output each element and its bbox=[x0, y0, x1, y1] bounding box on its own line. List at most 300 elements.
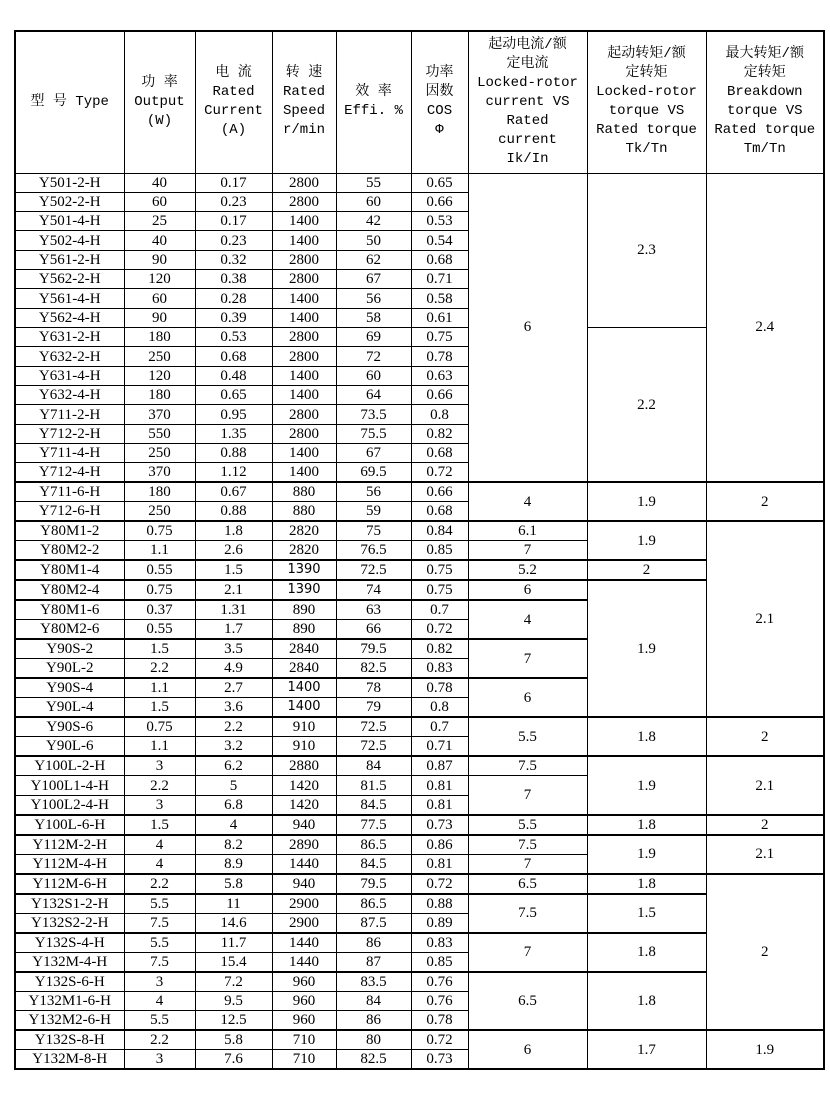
ik-in-cell: 5.5 bbox=[468, 717, 587, 756]
output-cell: 90 bbox=[124, 250, 195, 269]
cos-cell: 0.81 bbox=[411, 854, 468, 874]
speed-cell: 1400 bbox=[272, 444, 336, 463]
cos-cell: 0.68 bbox=[411, 444, 468, 463]
speed-cell: 2840 bbox=[272, 639, 336, 659]
type-cell: Y80M1-2 bbox=[15, 521, 124, 541]
tm-tn-cell: 2.1 bbox=[706, 521, 824, 717]
current-cell: 5.8 bbox=[195, 1030, 272, 1050]
output-cell: 0.75 bbox=[124, 521, 195, 541]
effi-cell: 58 bbox=[336, 308, 411, 327]
output-cell: 250 bbox=[124, 502, 195, 522]
cos-cell: 0.86 bbox=[411, 835, 468, 855]
current-cell: 0.17 bbox=[195, 212, 272, 231]
speed-cell: 890 bbox=[272, 620, 336, 640]
output-cell: 370 bbox=[124, 463, 195, 483]
type-cell: Y712-4-H bbox=[15, 463, 124, 483]
tm-tn-cell: 2.4 bbox=[706, 173, 824, 482]
header-type bbox=[15, 31, 124, 173]
cos-cell: 0.68 bbox=[411, 502, 468, 522]
tm-tn-cell: 2 bbox=[706, 482, 824, 521]
effi-cell: 84.5 bbox=[336, 795, 411, 815]
header-line: Ik/In bbox=[506, 150, 549, 167]
cos-cell: 0.87 bbox=[411, 756, 468, 776]
speed-cell: 960 bbox=[272, 972, 336, 992]
type-cell: Y80M1-4 bbox=[15, 560, 124, 580]
effi-cell: 87 bbox=[336, 952, 411, 972]
current-cell: 0.17 bbox=[195, 173, 272, 192]
cos-cell: 0.84 bbox=[411, 521, 468, 541]
effi-cell: 56 bbox=[336, 289, 411, 308]
speed-cell: 2800 bbox=[272, 405, 336, 424]
header-line: COS bbox=[426, 103, 453, 120]
output-cell: 1.5 bbox=[124, 815, 195, 835]
type-cell: Y501-4-H bbox=[15, 212, 124, 231]
effi-cell: 80 bbox=[336, 1030, 411, 1050]
speed-cell: 2840 bbox=[272, 659, 336, 679]
type-cell: Y562-2-H bbox=[15, 270, 124, 289]
effi-cell: 76.5 bbox=[336, 541, 411, 561]
current-cell: 11.7 bbox=[195, 933, 272, 953]
tk-tn-cell: 1.9 bbox=[587, 521, 706, 560]
effi-cell: 50 bbox=[336, 231, 411, 250]
output-cell: 25 bbox=[124, 212, 195, 231]
header-line: 效 率 bbox=[355, 84, 392, 101]
table-row bbox=[15, 482, 824, 502]
output-cell: 250 bbox=[124, 444, 195, 463]
table-row bbox=[15, 874, 824, 894]
speed-cell: 940 bbox=[272, 874, 336, 894]
speed-cell: 710 bbox=[272, 1030, 336, 1050]
type-cell: Y561-4-H bbox=[15, 289, 124, 308]
speed-cell: 2880 bbox=[272, 756, 336, 776]
header-line: Current bbox=[204, 103, 263, 120]
type-cell: Y90L-6 bbox=[15, 737, 124, 757]
cos-cell: 0.8 bbox=[411, 698, 468, 718]
effi-cell: 87.5 bbox=[336, 913, 411, 933]
type-cell: Y90S-4 bbox=[15, 678, 124, 698]
current-cell: 14.6 bbox=[195, 913, 272, 933]
speed-cell: 890 bbox=[272, 600, 336, 620]
header-tm bbox=[706, 31, 824, 173]
tk-tn-cell: 1.9 bbox=[587, 756, 706, 814]
cos-cell: 0.58 bbox=[411, 289, 468, 308]
output-cell: 40 bbox=[124, 173, 195, 192]
header-speed bbox=[272, 31, 336, 173]
ik-in-cell: 7 bbox=[468, 639, 587, 678]
effi-cell: 72.5 bbox=[336, 717, 411, 737]
tk-tn-cell: 1.9 bbox=[587, 482, 706, 521]
cos-cell: 0.85 bbox=[411, 541, 468, 561]
type-cell: Y80M2-4 bbox=[15, 580, 124, 600]
speed-cell: 2800 bbox=[272, 192, 336, 211]
ik-in-cell: 7.5 bbox=[468, 894, 587, 933]
table-row bbox=[15, 756, 824, 776]
output-cell: 370 bbox=[124, 405, 195, 424]
effi-cell: 60 bbox=[336, 366, 411, 385]
current-cell: 0.65 bbox=[195, 386, 272, 405]
effi-cell: 62 bbox=[336, 250, 411, 269]
header-line: 电 流 bbox=[215, 65, 252, 82]
tk-tn-cell: 1.8 bbox=[587, 717, 706, 756]
effi-cell: 86.5 bbox=[336, 835, 411, 855]
speed-cell: 910 bbox=[272, 717, 336, 737]
header-line: 功率 bbox=[425, 65, 454, 82]
header-line: torque VS bbox=[726, 103, 803, 120]
header-line: Speed bbox=[282, 103, 325, 120]
cos-cell: 0.7 bbox=[411, 600, 468, 620]
cos-cell: 0.76 bbox=[411, 991, 468, 1010]
effi-cell: 82.5 bbox=[336, 659, 411, 679]
output-cell: 2.2 bbox=[124, 1030, 195, 1050]
output-cell: 0.55 bbox=[124, 620, 195, 640]
type-cell: Y632-4-H bbox=[15, 386, 124, 405]
table-row bbox=[15, 521, 824, 541]
type-cell: Y100L2-4-H bbox=[15, 795, 124, 815]
ik-in-cell: 5.5 bbox=[468, 815, 587, 835]
cos-cell: 0.78 bbox=[411, 1011, 468, 1031]
header-line: Locked-rotor bbox=[477, 74, 578, 91]
type-cell: Y502-4-H bbox=[15, 231, 124, 250]
header-line: Rated torque bbox=[596, 122, 697, 139]
header-line: current VS bbox=[485, 93, 570, 110]
header-line: Tm/Tn bbox=[743, 141, 786, 158]
ik-in-cell: 7 bbox=[468, 933, 587, 972]
cos-cell: 0.85 bbox=[411, 952, 468, 972]
output-cell: 0.75 bbox=[124, 717, 195, 737]
output-cell: 1.5 bbox=[124, 639, 195, 659]
effi-cell: 79.5 bbox=[336, 874, 411, 894]
cos-cell: 0.72 bbox=[411, 874, 468, 894]
tk-tn-cell: 1.9 bbox=[587, 835, 706, 874]
table-row bbox=[15, 560, 824, 580]
header-line: 定转矩 bbox=[625, 65, 668, 82]
current-cell: 0.88 bbox=[195, 444, 272, 463]
cos-cell: 0.61 bbox=[411, 308, 468, 327]
header-line: Breakdown bbox=[726, 84, 803, 101]
cos-cell: 0.73 bbox=[411, 815, 468, 835]
effi-cell: 59 bbox=[336, 502, 411, 522]
effi-cell: 69 bbox=[336, 328, 411, 347]
type-cell: Y502-2-H bbox=[15, 192, 124, 211]
header-output bbox=[124, 31, 195, 173]
effi-cell: 83.5 bbox=[336, 972, 411, 992]
cos-cell: 0.72 bbox=[411, 620, 468, 640]
current-cell: 0.67 bbox=[195, 482, 272, 502]
tk-tn-cell: 1.8 bbox=[587, 972, 706, 1030]
speed-cell: 2800 bbox=[272, 424, 336, 443]
header-line: current bbox=[498, 131, 557, 148]
type-cell: Y90L-2 bbox=[15, 659, 124, 679]
current-cell: 2.7 bbox=[195, 678, 272, 698]
effi-cell: 79.5 bbox=[336, 639, 411, 659]
current-cell: 0.88 bbox=[195, 502, 272, 522]
type-cell: Y100L-6-H bbox=[15, 815, 124, 835]
cos-cell: 0.88 bbox=[411, 894, 468, 914]
current-cell: 3.5 bbox=[195, 639, 272, 659]
type-cell: Y90S-6 bbox=[15, 717, 124, 737]
table-row bbox=[15, 717, 824, 737]
cos-cell: 0.72 bbox=[411, 1030, 468, 1050]
cos-cell: 0.53 bbox=[411, 212, 468, 231]
cos-cell: 0.68 bbox=[411, 250, 468, 269]
output-cell: 3 bbox=[124, 972, 195, 992]
effi-cell: 78 bbox=[336, 678, 411, 698]
speed-cell: 1390 bbox=[272, 580, 336, 600]
speed-cell: 1400 bbox=[272, 698, 336, 718]
output-cell: 1.1 bbox=[124, 541, 195, 561]
speed-cell: 2800 bbox=[272, 173, 336, 192]
current-cell: 5 bbox=[195, 776, 272, 795]
type-cell: Y132S2-2-H bbox=[15, 913, 124, 933]
effi-cell: 79 bbox=[336, 698, 411, 718]
current-cell: 0.48 bbox=[195, 366, 272, 385]
type-cell: Y561-2-H bbox=[15, 250, 124, 269]
tk-tn-cell: 1.8 bbox=[587, 933, 706, 972]
ik-in-cell: 7 bbox=[468, 776, 587, 815]
type-cell: Y132M-8-H bbox=[15, 1050, 124, 1070]
type-cell: Y80M2-2 bbox=[15, 541, 124, 561]
header-effi bbox=[336, 31, 411, 173]
header-line: Φ bbox=[435, 122, 444, 139]
output-cell: 120 bbox=[124, 366, 195, 385]
output-cell: 5.5 bbox=[124, 933, 195, 953]
cos-cell: 0.78 bbox=[411, 678, 468, 698]
current-cell: 15.4 bbox=[195, 952, 272, 972]
speed-cell: 1420 bbox=[272, 795, 336, 815]
current-cell: 1.7 bbox=[195, 620, 272, 640]
ik-in-cell: 6 bbox=[468, 580, 587, 600]
header-line: Tk/Tn bbox=[625, 141, 668, 158]
type-cell: Y132M-4-H bbox=[15, 952, 124, 972]
header-line: r/min bbox=[282, 122, 325, 139]
type-cell: Y90L-4 bbox=[15, 698, 124, 718]
current-cell: 0.23 bbox=[195, 231, 272, 250]
header-tk bbox=[587, 31, 706, 173]
speed-cell: 1400 bbox=[272, 678, 336, 698]
header-line: 型 号 Type bbox=[30, 93, 109, 110]
output-cell: 60 bbox=[124, 192, 195, 211]
cos-cell: 0.83 bbox=[411, 659, 468, 679]
header-line: Output bbox=[134, 93, 185, 110]
current-cell: 1.8 bbox=[195, 521, 272, 541]
current-cell: 0.95 bbox=[195, 405, 272, 424]
type-cell: Y501-2-H bbox=[15, 173, 124, 192]
current-cell: 8.2 bbox=[195, 835, 272, 855]
ik-in-cell: 4 bbox=[468, 482, 587, 521]
current-cell: 5.8 bbox=[195, 874, 272, 894]
current-cell: 1.35 bbox=[195, 424, 272, 443]
speed-cell: 2820 bbox=[272, 521, 336, 541]
output-cell: 1.1 bbox=[124, 737, 195, 757]
type-cell: Y100L-2-H bbox=[15, 756, 124, 776]
header-current bbox=[195, 31, 272, 173]
output-cell: 5.5 bbox=[124, 894, 195, 914]
header-line: 功 率 bbox=[141, 74, 178, 91]
speed-cell: 1420 bbox=[272, 776, 336, 795]
cos-cell: 0.81 bbox=[411, 776, 468, 795]
output-cell: 7.5 bbox=[124, 952, 195, 972]
current-cell: 0.32 bbox=[195, 250, 272, 269]
type-cell: Y631-4-H bbox=[15, 366, 124, 385]
speed-cell: 1390 bbox=[272, 560, 336, 580]
type-cell: Y712-6-H bbox=[15, 502, 124, 522]
speed-cell: 1400 bbox=[272, 463, 336, 483]
tk-tn-cell: 1.9 bbox=[587, 580, 706, 717]
cos-cell: 0.71 bbox=[411, 270, 468, 289]
current-cell: 6.2 bbox=[195, 756, 272, 776]
speed-cell: 1400 bbox=[272, 212, 336, 231]
output-cell: 3 bbox=[124, 756, 195, 776]
header-line: 转 速 bbox=[285, 65, 323, 82]
header-cos bbox=[411, 31, 468, 173]
effi-cell: 86 bbox=[336, 933, 411, 953]
type-cell: Y132S-4-H bbox=[15, 933, 124, 953]
current-cell: 2.6 bbox=[195, 541, 272, 561]
cos-cell: 0.66 bbox=[411, 192, 468, 211]
output-cell: 40 bbox=[124, 231, 195, 250]
output-cell: 250 bbox=[124, 347, 195, 366]
current-cell: 0.28 bbox=[195, 289, 272, 308]
type-cell: Y100L1-4-H bbox=[15, 776, 124, 795]
current-cell: 4 bbox=[195, 815, 272, 835]
effi-cell: 81.5 bbox=[336, 776, 411, 795]
cos-cell: 0.82 bbox=[411, 639, 468, 659]
effi-cell: 72.5 bbox=[336, 560, 411, 580]
tk-tn-cell: 2.2 bbox=[587, 328, 706, 483]
speed-cell: 1440 bbox=[272, 952, 336, 972]
output-cell: 1.1 bbox=[124, 678, 195, 698]
speed-cell: 2900 bbox=[272, 913, 336, 933]
speed-cell: 960 bbox=[272, 1011, 336, 1031]
header-line: (W) bbox=[146, 112, 173, 129]
type-cell: Y631-2-H bbox=[15, 328, 124, 347]
cos-cell: 0.76 bbox=[411, 972, 468, 992]
speed-cell: 960 bbox=[272, 991, 336, 1010]
type-cell: Y562-4-H bbox=[15, 308, 124, 327]
current-cell: 7.6 bbox=[195, 1050, 272, 1070]
ik-in-cell: 7.5 bbox=[468, 756, 587, 776]
speed-cell: 910 bbox=[272, 737, 336, 757]
effi-cell: 63 bbox=[336, 600, 411, 620]
tm-tn-cell: 2 bbox=[706, 815, 824, 835]
ik-in-cell: 6 bbox=[468, 173, 587, 482]
table-row bbox=[15, 328, 824, 347]
type-cell: Y80M1-6 bbox=[15, 600, 124, 620]
cos-cell: 0.78 bbox=[411, 347, 468, 366]
header-line: 因数 bbox=[425, 84, 454, 101]
table-body bbox=[15, 173, 824, 1069]
speed-cell: 2820 bbox=[272, 541, 336, 561]
cos-cell: 0.8 bbox=[411, 405, 468, 424]
table-row bbox=[15, 972, 824, 992]
tk-tn-cell: 2 bbox=[587, 560, 706, 580]
type-cell: Y632-2-H bbox=[15, 347, 124, 366]
speed-cell: 2900 bbox=[272, 894, 336, 914]
current-cell: 6.8 bbox=[195, 795, 272, 815]
effi-cell: 84 bbox=[336, 991, 411, 1010]
cos-cell: 0.73 bbox=[411, 1050, 468, 1070]
output-cell: 180 bbox=[124, 482, 195, 502]
current-cell: 0.53 bbox=[195, 328, 272, 347]
output-cell: 550 bbox=[124, 424, 195, 443]
current-cell: 0.68 bbox=[195, 347, 272, 366]
output-cell: 2.2 bbox=[124, 776, 195, 795]
current-cell: 0.39 bbox=[195, 308, 272, 327]
cos-cell: 0.63 bbox=[411, 366, 468, 385]
cos-cell: 0.82 bbox=[411, 424, 468, 443]
ik-in-cell: 6.5 bbox=[468, 874, 587, 894]
effi-cell: 42 bbox=[336, 212, 411, 231]
output-cell: 120 bbox=[124, 270, 195, 289]
table-row bbox=[15, 815, 824, 835]
speed-cell: 2800 bbox=[272, 347, 336, 366]
effi-cell: 73.5 bbox=[336, 405, 411, 424]
speed-cell: 940 bbox=[272, 815, 336, 835]
output-cell: 0.37 bbox=[124, 600, 195, 620]
type-cell: Y132M2-6-H bbox=[15, 1011, 124, 1031]
current-cell: 0.38 bbox=[195, 270, 272, 289]
speed-cell: 1440 bbox=[272, 933, 336, 953]
table-row bbox=[15, 1030, 824, 1050]
speed-cell: 1440 bbox=[272, 854, 336, 874]
speed-cell: 1400 bbox=[272, 289, 336, 308]
ik-in-cell: 4 bbox=[468, 600, 587, 639]
cos-cell: 0.54 bbox=[411, 231, 468, 250]
type-cell: Y132S-8-H bbox=[15, 1030, 124, 1050]
type-cell: Y712-2-H bbox=[15, 424, 124, 443]
effi-cell: 64 bbox=[336, 386, 411, 405]
table-row bbox=[15, 580, 824, 600]
current-cell: 1.31 bbox=[195, 600, 272, 620]
output-cell: 4 bbox=[124, 835, 195, 855]
current-cell: 1.12 bbox=[195, 463, 272, 483]
output-cell: 60 bbox=[124, 289, 195, 308]
type-cell: Y711-2-H bbox=[15, 405, 124, 424]
type-cell: Y112M-4-H bbox=[15, 854, 124, 874]
header-line: Rated bbox=[212, 84, 255, 101]
cos-cell: 0.89 bbox=[411, 913, 468, 933]
effi-cell: 75 bbox=[336, 521, 411, 541]
current-cell: 3.6 bbox=[195, 698, 272, 718]
tk-tn-cell: 1.5 bbox=[587, 894, 706, 933]
current-cell: 2.2 bbox=[195, 717, 272, 737]
tk-tn-cell: 1.8 bbox=[587, 874, 706, 894]
table-row bbox=[15, 835, 824, 855]
output-cell: 4 bbox=[124, 854, 195, 874]
output-cell: 0.75 bbox=[124, 580, 195, 600]
speed-cell: 1400 bbox=[272, 308, 336, 327]
motor-spec-table bbox=[14, 30, 825, 1070]
type-cell: Y112M-6-H bbox=[15, 874, 124, 894]
output-cell: 0.55 bbox=[124, 560, 195, 580]
effi-cell: 72.5 bbox=[336, 737, 411, 757]
cos-cell: 0.7 bbox=[411, 717, 468, 737]
ik-in-cell: 7 bbox=[468, 541, 587, 561]
effi-cell: 74 bbox=[336, 580, 411, 600]
ik-in-cell: 6 bbox=[468, 1030, 587, 1069]
speed-cell: 1400 bbox=[272, 366, 336, 385]
type-cell: Y132M1-6-H bbox=[15, 991, 124, 1010]
current-cell: 1.5 bbox=[195, 560, 272, 580]
type-cell: Y711-4-H bbox=[15, 444, 124, 463]
ik-in-cell: 6 bbox=[468, 678, 587, 717]
effi-cell: 84.5 bbox=[336, 854, 411, 874]
header-line: 定转矩 bbox=[743, 65, 786, 82]
speed-cell: 880 bbox=[272, 502, 336, 522]
cos-cell: 0.75 bbox=[411, 328, 468, 347]
output-cell: 180 bbox=[124, 328, 195, 347]
header-line: torque VS bbox=[608, 103, 685, 120]
